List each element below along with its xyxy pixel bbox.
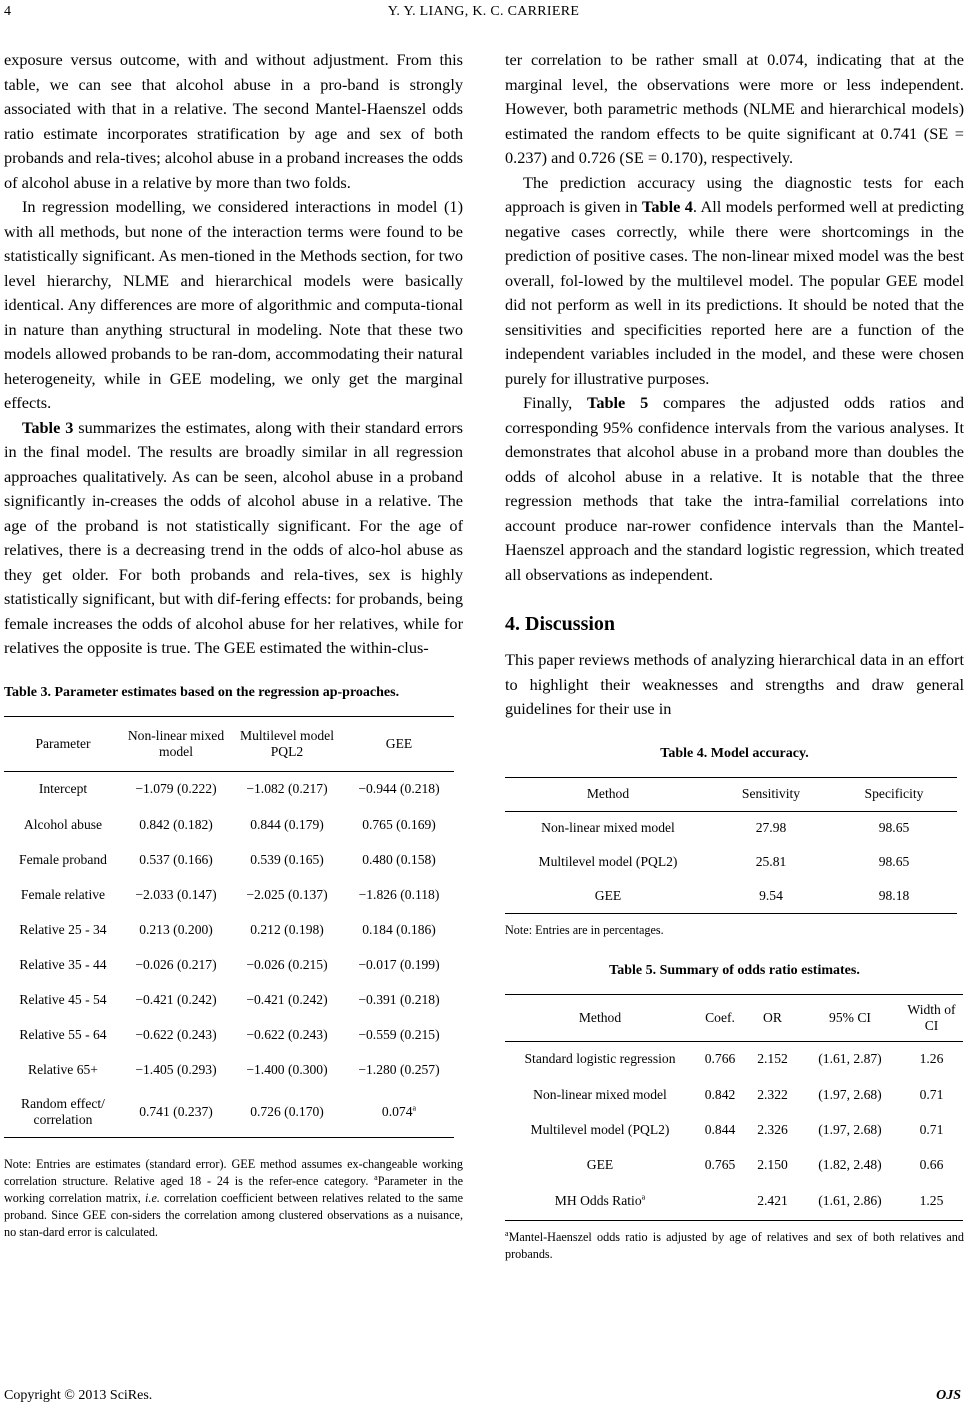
table-cell: 2.150 [757, 1156, 788, 1172]
table-header-cell: 95% CI [829, 1009, 871, 1025]
table-cell: −0.026 (0.215) [246, 956, 328, 972]
table-cell: Non-linear mixed model [541, 820, 675, 836]
table-cell: 2.152 [757, 1051, 788, 1067]
page-number: 4 [4, 4, 11, 19]
table-cell: −0.421 (0.242) [135, 991, 217, 1007]
paragraph: exposure versus outcome, with and without adjustment. From this table, we can see that alcohol abuse in a pro-band is strongly associated with that in a relative. The second Mantel-Haenszel odds ratio estimate incorporates stratification by age and sex of both probands and rela-tives; alcohol abuse in a proband increases the odds of alcohol abuse in a relative by more than two folds. [4, 50, 463, 192]
table4-caption: Table 4. Model accuracy. [660, 745, 809, 761]
table-cell: −0.622 (0.243) [135, 1026, 217, 1042]
table-row [4, 771, 454, 807]
left-column [4, 48, 463, 1241]
table-row [505, 1041, 963, 1077]
table-cell: 25.81 [755, 854, 787, 869]
table-cell: Relative 25 - 34 [19, 921, 107, 937]
table-cell: 98.65 [878, 854, 910, 869]
table-header-cell: Method [586, 786, 630, 801]
table-reference: Table 3 [22, 417, 74, 437]
table-cell: −1.405 (0.293) [135, 1061, 217, 1077]
table-row [4, 947, 454, 982]
table-cell: 0.842 (0.182) [139, 816, 213, 832]
table-cell: (1.82, 2.48) [818, 1156, 882, 1172]
journal-name: OJS [936, 1388, 961, 1403]
table-cell: −1.079 (0.222) [135, 781, 217, 797]
table-cell: Intercept [38, 781, 88, 797]
table-cell: −0.017 (0.199) [358, 956, 440, 972]
running-title: Y. Y. LIANG, K. C. CARRIERE [387, 4, 580, 19]
table-row [4, 1017, 454, 1052]
table-header-cell: Parameter [35, 735, 91, 751]
table-cell: Multilevel model (PQL2) [530, 1121, 670, 1137]
table-row [4, 1052, 454, 1087]
table-row [4, 982, 454, 1017]
table-header-cell: Specificity [864, 786, 924, 801]
table-row [505, 1112, 963, 1147]
table-cell: Random effect/ correlation [21, 1095, 105, 1127]
table-cell: Non-linear mixed model [533, 1086, 667, 1102]
table-cell: Relative 55 - 64 [19, 1026, 107, 1042]
table-cell: Relative 35 - 44 [19, 956, 107, 972]
table-cell: 9.54 [759, 887, 783, 903]
paragraph: Table 3 summarizes the estimates, along with their standard errors in the final model. The results are broadly similar in all regression approaches qualitatively. As can be seen, alcohol abuse in a proband significantly in-creases the odds of alcohol abuse in a relative. The age of the proband is not statistically significant. For the age of relatives, there is a decreasing trend in the odds of alco-hol abuse as they get older. For both probands and rela-tives, sex is highly statistically significant, but with dif-fering effects: for probands, being female increases the odds of alcohol abuse for her relatives, while for relatives the opposite is true. The GEE estimated the within-clus- [4, 417, 463, 657]
table5-note: $^a$Mantel-Haenszel odds ratio is adjusted by age of relatives and sex of both relatives and probands. [505, 1228, 964, 1261]
copyright: Copyright © 2013 SciRes. [4, 1388, 153, 1403]
table-cell: −0.421 (0.242) [246, 991, 328, 1007]
table3-note: Note: Entries are estimates (standard error). GEE method assumes ex-changeable working correlation structure. Relative aged 18 - 24 is the refer-ence category. $^a$Parameter in the working correlation matrix, i.e. correlation coefficient between relatives related to the same proband. Since GEE con-siders the correlation among clustered observations as a nuisance, no stan-dard error is calculated. [4, 1156, 463, 1239]
table-reference: Table 4 [642, 197, 693, 216]
table-cell: 1.26 [919, 1051, 944, 1067]
table-cell: Female relative [20, 886, 106, 902]
table-cell: Standard logistic regression [524, 1051, 676, 1067]
table-row [505, 1182, 963, 1220]
right-column [505, 48, 964, 1263]
table-cell: 2.322 [757, 1086, 788, 1102]
table-cell: −2.033 (0.147) [135, 886, 217, 902]
table-cell: (1.61, 2.86) [818, 1192, 882, 1208]
table-cell: 0.66 [919, 1156, 944, 1172]
table-cell: 0.212 (0.198) [250, 921, 324, 937]
table-cell: Relative 45 - 54 [19, 991, 107, 1007]
table-cell: −0.944 (0.218) [358, 781, 440, 797]
table-cell: 0.71 [919, 1086, 944, 1102]
table-cell: Female proband [19, 851, 107, 867]
table-cell: 0.537 (0.166) [139, 851, 213, 867]
table-cell: Alcohol abuse [23, 816, 103, 832]
table-cell: 0.539 (0.165) [250, 851, 324, 867]
table-cell: (1.61, 2.87) [818, 1051, 882, 1067]
table-cell: 0.844 (0.179) [250, 816, 324, 832]
table4-note: Note: Entries are in percentages. [505, 922, 664, 937]
table-cell: MH Odds Ratio$^a$ [554, 1192, 646, 1208]
table-cell: 0.765 [704, 1156, 736, 1172]
table-header-cell: Coef. [705, 1009, 735, 1025]
paragraph: Finally, Table 5 compares the adjusted odds ratios and corresponding 95% confidence intervals from the various analyses. It demonstrates that alcohol abuse in a proband more than doubles the odds of alcohol abuse in a relative. It is notable that the three regression methods that take the intra-familial correlations into account produce nar-rower confidence intervals than the Mantel-Haenszel approach and the standard logistic regression, which treated all observations as independent. [505, 393, 965, 584]
table-cell: (1.97, 2.68) [818, 1086, 882, 1102]
table-cell: Relative 65+ [28, 1061, 98, 1077]
table5 [505, 994, 963, 1221]
table-row [4, 912, 454, 947]
paragraph: The prediction accuracy using the diagnostic tests for each approach is given in Table 4. All models performed well at predicting negative cases correctly, while there were shortcomings in the prediction of positive cases. The non-linear mixed model was the best overall, fol-lowed by the multilevel model. The popular GEE model did not perform as well in its predictions. It should be noted that the sensitivities and specificities reported here are a function of the independent variables included in the model, and these were chosen purely for illustrative purposes. [505, 172, 964, 388]
section-heading: 4. Discussion [505, 613, 616, 635]
paragraph: In regression modelling, we considered interactions in model (1) with all methods, but none of the interaction terms were found to be statistically significant. As men-tioned in the Methods section, for two level hierarchy, NLME and hierarchical models were basically identical. Any differences are more of algorithmic and computa-tional in nature than anything structural in modeling. Note that these two models allowed probands to be ran-dom, accommodating their natural heterogeneity, while in GEE modeling, we only get the marginal effects. [4, 197, 463, 412]
table-header-cell: Method [578, 1009, 622, 1025]
table-header-cell: Multilevel model PQL2 [239, 727, 334, 759]
table-header-cell: Sensitivity [741, 786, 801, 801]
paragraph: ter correlation to be rather small at 0.074, indicating that at the marginal level, the observations were more or less independent. However, both parametric methods (NLME and hierarchical models) estimated the random effects to be quite significant at 0.741 (SE = 0.237) and 0.726 (SE = 0.170), respectively. [505, 50, 964, 167]
table-cell: 2.326 [757, 1121, 788, 1137]
table-header-cell: Width of CI [907, 1001, 956, 1033]
table-row [4, 807, 454, 842]
table3-caption: Table 3. Parameter estimates based on the regression ap-proaches. [4, 684, 400, 700]
table5-caption: Table 5. Summary of odds ratio estimates. [609, 962, 860, 978]
table-cell: (1.97, 2.68) [818, 1121, 882, 1137]
table-cell: 0.842 [704, 1086, 736, 1102]
table-cell: 0.213 (0.200) [139, 921, 213, 937]
table-cell: 1.25 [919, 1192, 944, 1208]
table-cell: 0.71 [919, 1121, 944, 1137]
table-row [505, 811, 957, 845]
table-cell: GEE [594, 887, 622, 903]
table-row [4, 877, 454, 912]
table-cell: Multilevel model (PQL2) [538, 854, 678, 869]
table-reference: Table 5 [586, 393, 649, 412]
table-cell: GEE [586, 1156, 614, 1172]
table-cell: −0.026 (0.217) [135, 956, 217, 972]
table-row [505, 845, 957, 879]
table-cell: 0.766 [704, 1051, 736, 1067]
table-row [4, 1087, 454, 1137]
table-cell: −1.400 (0.300) [246, 1061, 328, 1077]
paragraph: This paper reviews methods of analyzing hierarchical data in an effort to highlight their weaknesses and strengths and draw general guidelines for their use in [505, 650, 964, 718]
table-cell: −0.559 (0.215) [358, 1026, 440, 1042]
table-cell: −1.082 (0.217) [246, 781, 328, 797]
table-row [505, 1077, 963, 1112]
table-cell [695, 1182, 745, 1220]
table-cell: −0.391 (0.218) [358, 991, 440, 1007]
table-cell: −1.826 (0.118) [358, 886, 440, 902]
table-cell: 0.074$^a$ [381, 1103, 417, 1119]
table-header-cell: Non-linear mixed model [127, 727, 225, 759]
table-cell: 0.184 (0.186) [362, 921, 436, 937]
page-header [0, 4, 967, 26]
table-cell: 2.421 [757, 1192, 788, 1208]
table-cell: 98.18 [878, 887, 910, 903]
table-cell: 0.726 (0.170) [250, 1103, 324, 1119]
table-cell: 0.741 (0.237) [139, 1103, 213, 1119]
table-header-cell: GEE [385, 735, 413, 751]
table-cell: 98.65 [878, 820, 910, 836]
table-cell: 0.844 [704, 1121, 736, 1137]
table-header-cell: OR [763, 1009, 782, 1025]
table-row [505, 879, 957, 913]
table4 [505, 777, 957, 914]
table-row [4, 842, 454, 877]
table3 [4, 716, 454, 1138]
table-cell: 0.765 (0.169) [362, 816, 436, 832]
table-row [505, 1147, 963, 1182]
table-cell: −1.280 (0.257) [358, 1061, 440, 1077]
table-cell: 0.480 (0.158) [362, 851, 436, 867]
table-cell: −0.622 (0.243) [246, 1026, 328, 1042]
table-cell: −2.025 (0.137) [246, 886, 328, 902]
table-cell: 27.98 [755, 820, 787, 836]
